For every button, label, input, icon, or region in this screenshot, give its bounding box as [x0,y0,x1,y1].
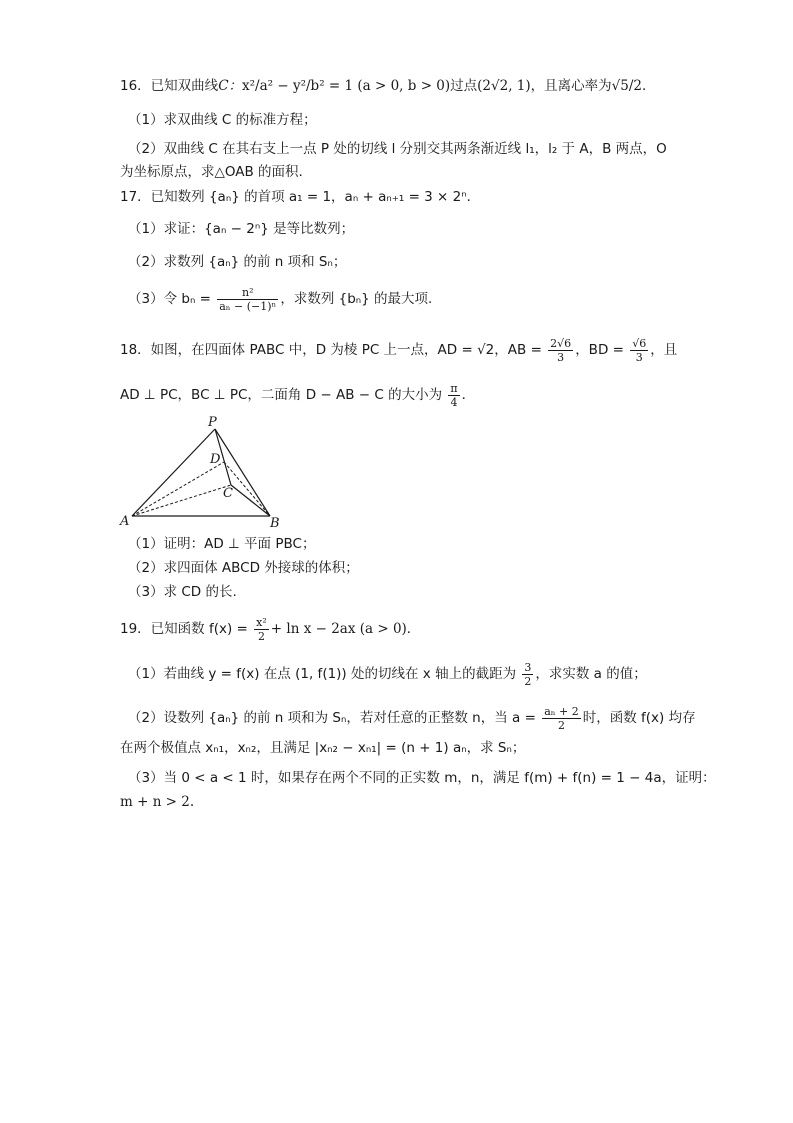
q16-part2-line1: （2）双曲线 C 在其右支上一点 P 处的切线 l 分别交其两条渐近线 l₁，l₂ 于 A，B 两点，O [128,141,667,157]
q19-part2-numerator: aₙ + 2 [544,705,579,718]
q17-stem: 17．已知数列 {aₙ} 的首项 a₁ = 1，aₙ + aₙ₊₁ = 3 × 2ⁿ． [120,189,481,205]
edge-CB [231,485,270,516]
vertex-label-P: P [208,415,217,430]
q19-stem [120,616,420,643]
q18-angle-denominator: 4 [450,396,458,409]
q17-part2: （2）求数列 {aₙ} 的前 n 项和 Sₙ； [128,254,347,270]
vertex-label-A: A [120,514,130,529]
q19-part2-denominator: 2 [557,719,565,732]
q19-part2-line2: 在两个极值点 xₙ₁，xₙ₂，且满足 |xₙ₂ − xₙ₁| = (n + 1) aₙ，求 Sₙ； [120,740,526,756]
q17-part1: （1）求证：{aₙ − 2ⁿ} 是等比数列； [128,221,355,237]
q17-bn-fraction [217,286,278,313]
q19-part1-text-b: ，求实数 a 的值； [535,666,647,682]
q16-stem-text-c: 过点 [450,78,478,94]
q18-bd-numerator: √6 [632,337,647,350]
q17-part3 [128,286,432,313]
q18-text-c: ，且 [650,342,678,358]
q16-equation: x²/a² − y²/b² = 1 (a > 0, b > 0) [242,78,451,94]
q19-part1-denominator: 2 [524,675,532,688]
q17-bn-denominator: aₙ − (−1)ⁿ [219,300,277,313]
q19-part2-text-a: （2）设数列 {aₙ} 的前 n 项和为 Sₙ，若对任意的正整数 n，当 a = [128,710,536,726]
vertex-label-B: B [270,516,280,531]
q19-part2-text-b: 时，函数 f(x) 均存 [582,710,696,726]
q18-bd-fraction [630,337,648,364]
q18-part2: （2）求四面体 ABCD 外接球的体积； [128,560,359,576]
q18-text-a: 18．如图，在四面体 PABC 中，D 为棱 PC 上一点，AD = √2，AB = [120,342,542,358]
q19-part1-numerator: 3 [524,661,532,674]
q18-ab-numerator: 2√6 [550,337,572,350]
q19-head-numerator: x² [256,616,267,629]
q17-part3-text-b: ，求数列 {bₙ} 的最大项. [280,291,433,307]
edge-AD-dashed [132,462,224,516]
q18-ab-fraction [548,337,573,364]
tetrahedron-figure [112,410,292,535]
q19-head-denominator: 2 [257,630,265,643]
q16-curve-name: C： [218,78,243,94]
q19-part3-line1: （3）当 0 < a < 1 时，如果存在两个不同的正实数 m，n，满足 f(m) + f(n) = 1 − 4a，证明： [128,770,716,786]
edge-PB [215,429,270,516]
q16-eccentricity: √5/2． [611,78,656,94]
q18-line2-text-b: ． [461,387,476,403]
q19-text-a: 19．已知函数 f(x) = [120,621,248,637]
q18-part1: （1）证明：AD ⊥ 平面 PBC； [128,536,316,552]
q18-ab-denominator: 3 [557,351,565,364]
q19-text-b: + ln x − 2ax (a > 0)． [270,621,421,637]
q18-stem-line1 [120,337,677,364]
q19-part1-text-a: （1）若曲线 y = f(x) 在点 (1, f(1)) 处的切线在 x 轴上的截距为 [128,666,517,682]
q19-part2-fraction [542,705,581,732]
q18-part3: （3）求 CD 的长. [128,584,237,600]
q16-part1: （1）求双曲线 C 的标准方程； [128,112,317,128]
q16-stem [120,76,656,96]
q16-point: (2√2, 1) [477,78,531,94]
q18-angle-fraction [448,382,459,409]
q19-head-fraction [254,616,269,643]
vertex-label-D: D [210,452,221,467]
q16-stem-text-d: ，且离心率为 [530,78,612,94]
q16-stem-text-a: 16．已知双曲线 [120,78,219,94]
q18-angle-numerator: π [450,382,458,395]
q18-stem-line2 [120,382,475,409]
q19-part1-fraction [522,661,533,688]
q17-part3-text-a: （3）令 bₙ = [128,291,211,307]
vertex-label-C: C [223,486,233,501]
q17-bn-numerator: n² [217,286,278,300]
edge-AP [132,429,215,516]
q19-part3-line2: m + n > 2. [120,794,195,810]
q18-text-b: ，BD = [575,342,624,358]
q16-part2-line2: 为坐标原点，求△OAB 的面积. [120,164,303,180]
q19-part1 [128,661,647,688]
q18-line2-text-a: AD ⊥ PC，BC ⊥ PC，二面角 D − AB − C 的大小为 [120,387,443,403]
q18-bd-denominator: 3 [635,351,643,364]
q19-part2-line1 [128,705,696,732]
